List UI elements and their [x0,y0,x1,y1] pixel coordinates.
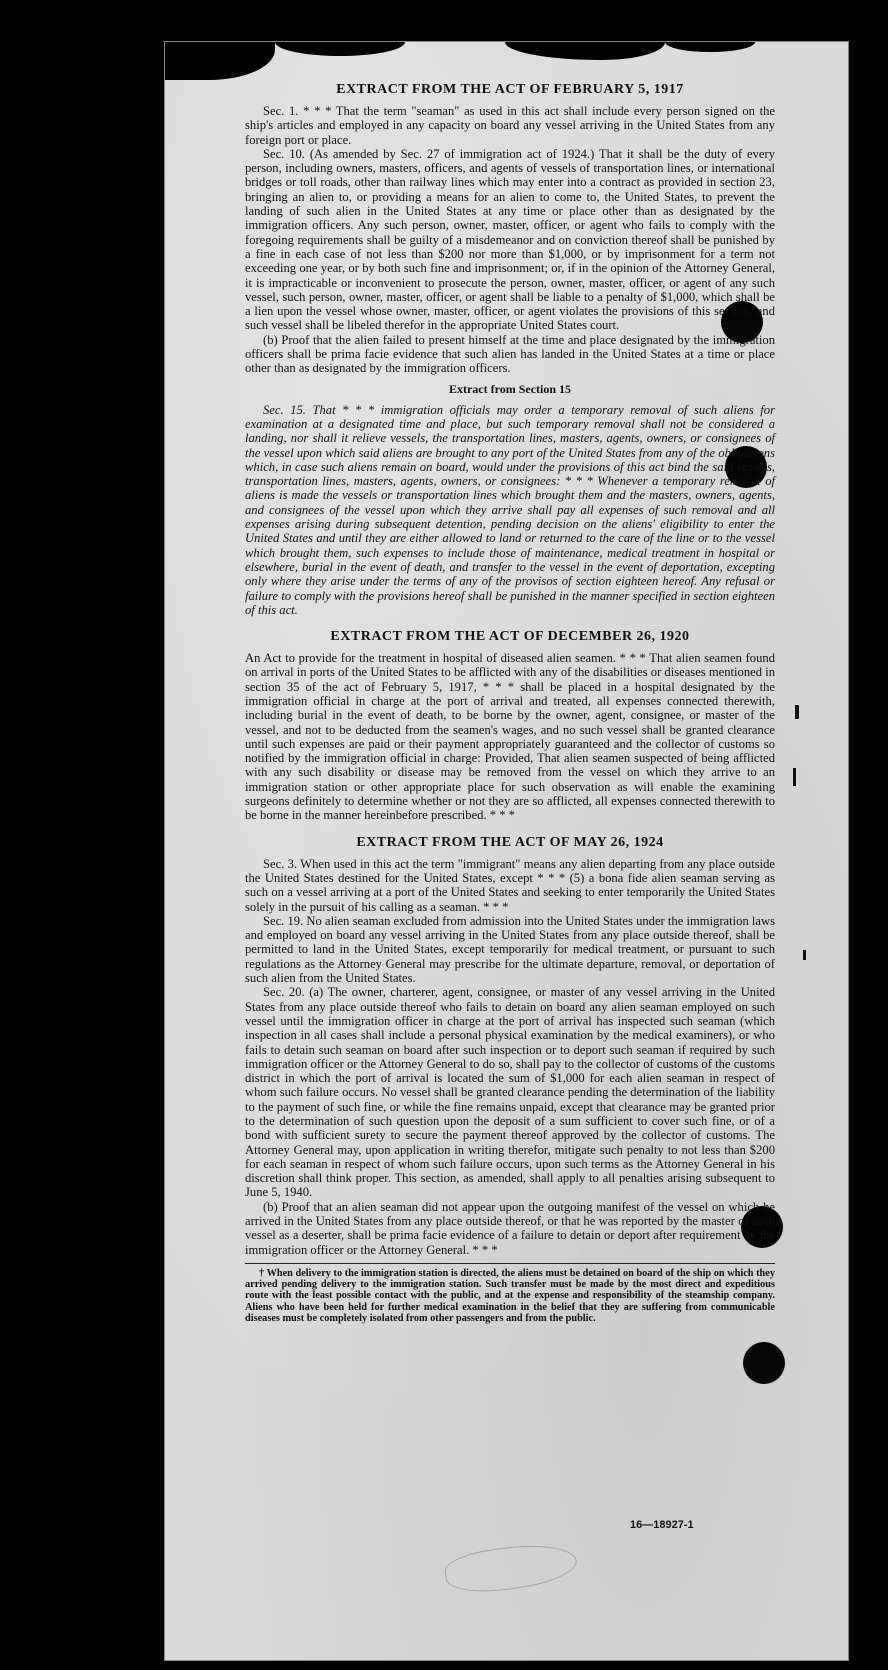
form-number: 16—18927-1 [630,1519,694,1531]
page-title: EXTRACT FROM THE ACT OF FEBRUARY 5, 1917 [336,82,684,97]
section-1: Sec. 1. * * * That the term "seaman" as used in this act shall include every person signed on the ship's articles and employed in any capacity on board any vessel arriving in the United States from any foreign port or place. [245,104,775,147]
handwritten-mark [443,1538,580,1598]
torn-edge [665,42,755,52]
footnote: † When delivery to the immigration station is directed, the aliens must be detained on board of the ship on which they arrived pending delivery to the immigration station. Such transfer must be made by the most direct and expeditious route with the least possible contact with the public, and at the expense and responsibility of the steamship company. Aliens who have been held for further medical examination in the belief that they are suffering from communicable diseases must be completely isolated from other passengers and from the public. [245,1267,775,1324]
act-1924-section-20-a: Sec. 20. (a) The owner, charterer, agent, consignee, or master of any vessel arriving in the United States from any place outside thereof who fails to detain on board any alien seaman employed on such vessel until the immigration officer in charge at the port of arrival has inspected such seaman (which inspection in all cases shall include a personal physical examination by the medical examiners), or who fails to detain such seaman on board after such inspection or to deport such seaman if required by such immigration officer or the Attorney General to do so, shall pay to the collector of customs of the customs district in which the port of arrival is located the sum of $1,000 for each alien seaman in respect of whom such failure occurs. No vessel shall be granted clearance pending the determination of the liability to the payment of such fine, or while the fine remains unpaid, except that clearance may be granted prior to the determination of such question upon the deposit of a sum sufficient to cover such fine, or of a bond with sufficient surety to secure the payment thereof approved by the collector of customs. The Attorney General may, upon application in writing therefor, mitigate such penalty to not less than $200 for each seaman in respect of whom such failure occurs, upon such terms as the Attorney General in his discretion shall think proper. This section, as amended, shall apply to all penalties arising subsequent to June 5, 1940. [245,985,775,1200]
margin-mark [795,705,799,719]
torn-edge [165,42,275,80]
margin-mark [803,950,806,960]
act-1924-section-19: Sec. 19. No alien seaman excluded from admission into the United States under the immigration laws and employed on board any vessel arriving in the United States from any place outside thereof, shall be permitted to land in the United States, except temporarily for medical treatment, or pursuant to such regulations as the Attorney General may prescribe for the ultimate departure, removal, or deportation of such alien from the United States. [245,913,775,986]
section-10-b: (b) Proof that the alien failed to present himself at the time and place designated by the immigration officers shall be prima facie evidence that such alien has landed in the United States at a time or place other than as designated by the immigration officers. [245,332,775,376]
margin-mark [793,768,796,786]
act-1924-section-20-b: (b) Proof that an alien seaman did not appear upon the outgoing manifest of the vessel on which he arrived in the United States from any place outside thereof, or that he was reported by the master of such vessel as a deserter, shall be prima facie evidence of a failure to detain or deport after requirement by the immigration officer or the Attorney General. * * * [245,1199,775,1257]
section-15-heading: Extract from Section 15 [448,381,572,396]
document-body [245,82,775,1324]
section-15: Sec. 15. That * * * immigration officials may order a temporary removal of such aliens for examination at a designated time and place, but such temporary removal shall not be considered a landing, nor shall it relieve vessels, the transportation lines, masters, agents, owners, or consignees of the vessel upon which said aliens are brought to any port of the United States from any of the obligations which, in case such aliens remain on board, would under the provisions of this act bind the said vessels, transportation lines, masters, agents, owners, or consignees: * * * Whenever a temporary removal of aliens is made the vessels or transportation lines which brought them and the masters, owners, agents, and consignees of the vessel upon which they arrive shall pay all expenses of such removal and all expenses arising during subsequent detention, pending decision on the aliens' eligibility to enter the United States and until they are either allowed to land or returned to the care of the line or to the vessel which brought them, such expenses to include those of maintenance, medical treatment in hospital or elsewhere, burial in the event of death, and transfer to the vessel in the event of deportation, excepting only where they arise under the terms of any of the provisos of section eighteen hereof. Any refusal or failure to comply with the provisions hereof shall be punished in the manner specified in section eighteen of this act. [245,402,775,617]
document-page [165,42,848,1660]
footnote-divider [245,1263,775,1264]
act-1920-heading: EXTRACT FROM THE ACT OF DECEMBER 26, 1920 [330,629,690,645]
act-1920-text: An Act to provide for the treatment in hospital of diseased alien seamen. * * * That alien seamen found on arrival in ports of the United States to be afflicted with any of the disabilities or diseases mentioned in section 35 of the act of February 5, 1917, * * * shall be placed in a hospital designated by the immigration official in charge at the port of arrival and treated, all expenses connected therewith, including burial in the event of death, to be borne by the owner, agent, consignee, or master of the vessel, and not to be deducted from the seamen's wages, and no such vessel shall be granted clearance until such expenses are paid or their payment appropriately guaranteed and the collector of customs so notified by the immigration official in charge: Provided, That alien seamen suspected of being afflicted with any such disability or disease may be removed from the vessel on which they arrive to an immigration station or other appropriate place for such observation as will enable the examining surgeons definitely to determine whether or not they are so afflicted, all expenses connected therewith to be borne in the manner hereinbefore prescribed. * * * [245,651,775,823]
torn-edge [505,42,665,60]
act-1924-section-3: Sec. 3. When used in this act the term "immigrant" means any alien departing from any place outside the United States destined for the United States, except * * * (5) a bona fide alien seaman serving as such on a vessel arriving at a port of the United States and seeking to enter temporarily the United States solely in the pursuit of his calling as a seaman. * * * [245,856,775,914]
torn-edge [275,42,405,56]
act-1924-heading: EXTRACT FROM THE ACT OF MAY 26, 1924 [356,834,664,850]
section-10: Sec. 10. (As amended by Sec. 27 of immigration act of 1924.) That it shall be the duty of every person, including owners, masters, officers, and agents of vessels of transportation lines, or international bridges or toll roads, other than railway lines which may enter into a contract as provided in section 23, bringing an alien to, or providing a means for an alien to come to, the United States, to prevent the landing of such alien in the United States at any time or place other than as designated by the immigration officers. Any such person, owner, master, officer, or agent who fails to comply with the foregoing requirements shall be guilty of a misdemeanor and on conviction thereof shall be punished by a fine in each case of not less than $200 nor more than $1,000, or by imprisonment for a term not exceeding one year, or by both such fine and imprisonment; or, if in the opinion of the Attorney General, it is impracticable or inconvenient to prosecute the person, owner, master, officer, or agent of any such vessel, such person, owner, master, officer, or agent shall be liable to a penalty of $1,000, which shall be a lien upon the vessel whose owner, master, officer, or agent violates the provisions of this section, and such vessel shall be libeled therefor in the appropriate United States court. [245,146,775,333]
punch-hole [743,1342,785,1384]
